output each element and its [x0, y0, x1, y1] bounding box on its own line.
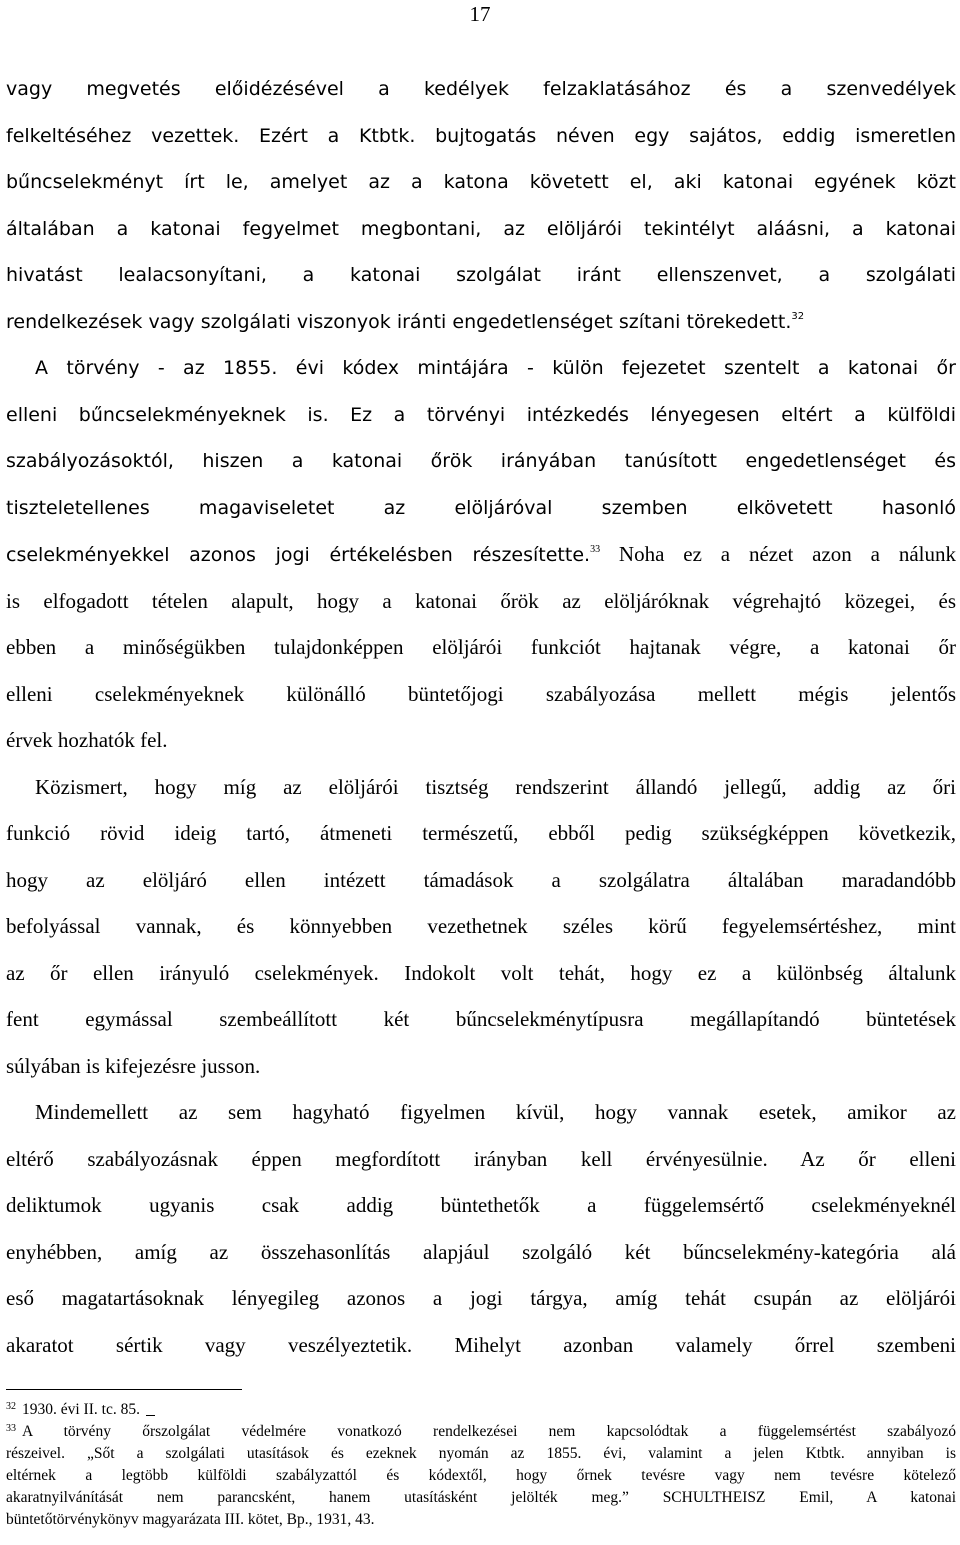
text-line: deliktumok ugyanis csak addig büntethetők a függelemsértő cselekményeknél	[6, 1193, 956, 1217]
text-line: is elfogadott tételen alapult, hogy a katonai őrök az elöljáróknak végrehajtó közegei, és	[6, 588, 956, 613]
footnote-line: büntetőtörvénykönyv magyarázata III. kötet, Bp., 1931, 43.	[6, 1511, 375, 1528]
text-line: az őr ellen irányuló cselekmények. Indokolt volt tehát, hogy ez a különbség által​unk	[6, 960, 956, 985]
footnote-line: akaratnyilvánítását nem parancsként, hanem utasításként jelölték meg.” SCHULTHEISZ Emil, A katonai	[6, 1489, 956, 1506]
text-line: szabályozásoktól, hiszen a katonai őrök irányában tanúsított engedetlenséget és	[6, 450, 956, 472]
text-line: vagy megvetés előidézésével a kedélyek felzaklatásához és a szenvedélyek	[6, 78, 956, 100]
footnote-ref[interactable]: 33	[590, 544, 601, 555]
text-line: tiszteletellenes magaviseletet az elöljáróval szemben elkövetett hasonló	[6, 496, 956, 519]
text-line: hogy az elöljáró ellen intézett támadások a szolgálatra általában maradandóbb	[6, 867, 956, 892]
text-line: fent egymással szembeállított két bűncselekménytípusra megállapítandó büntetések	[6, 1007, 956, 1031]
text-line: elleni cselekményeknek különálló büntetőjogi szabályozása mellett mégis jelentős	[6, 681, 956, 706]
text-line: Közismert, hogy míg az elöljárói tisztség rendszerint állandó jellegű, addig az őri	[35, 774, 956, 799]
text-line: súlyában is kifejezésre jusson.	[6, 1053, 261, 1078]
footnote-line: eltérnek a legtöbb külföldi szabályzattól és kódextől, hogy őrnek tevésre vagy nem tevésre kötelező	[6, 1467, 956, 1484]
text-line: elleni bűncselekményeknek is. Ez a törvényi intézkedés lényegesen eltért a külföldi	[6, 403, 956, 426]
text-line: A törvény - az 1855. évi kódex mintájára - külön fejezetet szentelt a katonai őr	[35, 357, 956, 379]
page-number: 17	[469, 2, 491, 26]
text-line: cselekményekkel azonos jogi értékelésben részesítette.$^{33}$ Noha ez a nézet azon a nálunk	[6, 542, 956, 566]
link-icon[interactable]	[146, 1403, 155, 1416]
footnote-number: 33	[6, 1423, 16, 1434]
text-line: hivatást lealacsonyítani, a katonai szolgálat iránt ellenszenvet, a szolgálati	[6, 264, 956, 286]
footnote-32: $^{32}$ 1930. évi II. tc. 85.	[6, 1399, 956, 1421]
text-line: érvek hozhatók fel.	[6, 728, 168, 752]
footnotes	[6, 1399, 956, 1531]
text-line: általában a katonai fegyelmet megbontani, az elöljárói tekintélyt aláásni, a katonai	[6, 217, 956, 240]
text-line: eső magatartásoknak lényegileg azonos a jogi tárgya, amíg tehát csupán az elöljárói	[6, 1286, 956, 1310]
footnote-line: részeivel. „Sőt a szolgálati utasítások és ezeknek nyomán az 1855. évi, valamint a jelen Ktbtk. annyiban is	[6, 1445, 956, 1462]
text-line: ebben a minőségükben tulajdonképpen elöljárói funkciót hajtanak végre, a katonai őr	[6, 635, 956, 659]
text-line: bűncselekményt írt le, amelyet az a katona követett el, aki katonai egyének közt	[6, 171, 956, 193]
body-text	[6, 66, 956, 1368]
text-line: Mindemellett az sem hagyható figyelmen kívül, hogy vannak esetek, amikor az	[35, 1100, 956, 1124]
text-line: eltérő szabályozásnak éppen megfordított irányban kell érvényesülnie. Az őr elleni	[6, 1146, 956, 1171]
text-line: funkció rövid ideig tartó, átmeneti természetű, ebből pedig szükségképpen következik,	[6, 821, 956, 845]
text-line: rendelkezések vagy szolgálati viszonyok iránti engedetlenséget szítani törekedett.$^{32}$	[6, 310, 805, 333]
text-line: enyhébben, amíg az összehasonlítás alapjául szolgáló két bűncselekmény-kategória alá	[6, 1239, 956, 1264]
footnote-divider	[6, 1389, 242, 1390]
footnote-number: 32	[6, 1401, 16, 1412]
text-line: felkeltéséhez vezettek. Ezért a Ktbtk. bujtogatás néven egy sajátos, eddig ismeretlen	[6, 124, 956, 147]
text-line: akaratot sértik vagy veszélyeztetik. Mihelyt azonban valamely őrrel szembeni	[6, 1332, 956, 1357]
footnote-33: $^{33}$ A törvény őrszolgálat védelmére vonatkozó rendelkezései nem kapcsolódtak a függelemsértést szabályozó	[6, 1423, 956, 1440]
footnote-ref[interactable]: 32	[791, 310, 805, 322]
text-line: befolyással vannak, és könnyebben vezethetnek széles körű fegyelemsértéshez, mint	[6, 914, 956, 938]
